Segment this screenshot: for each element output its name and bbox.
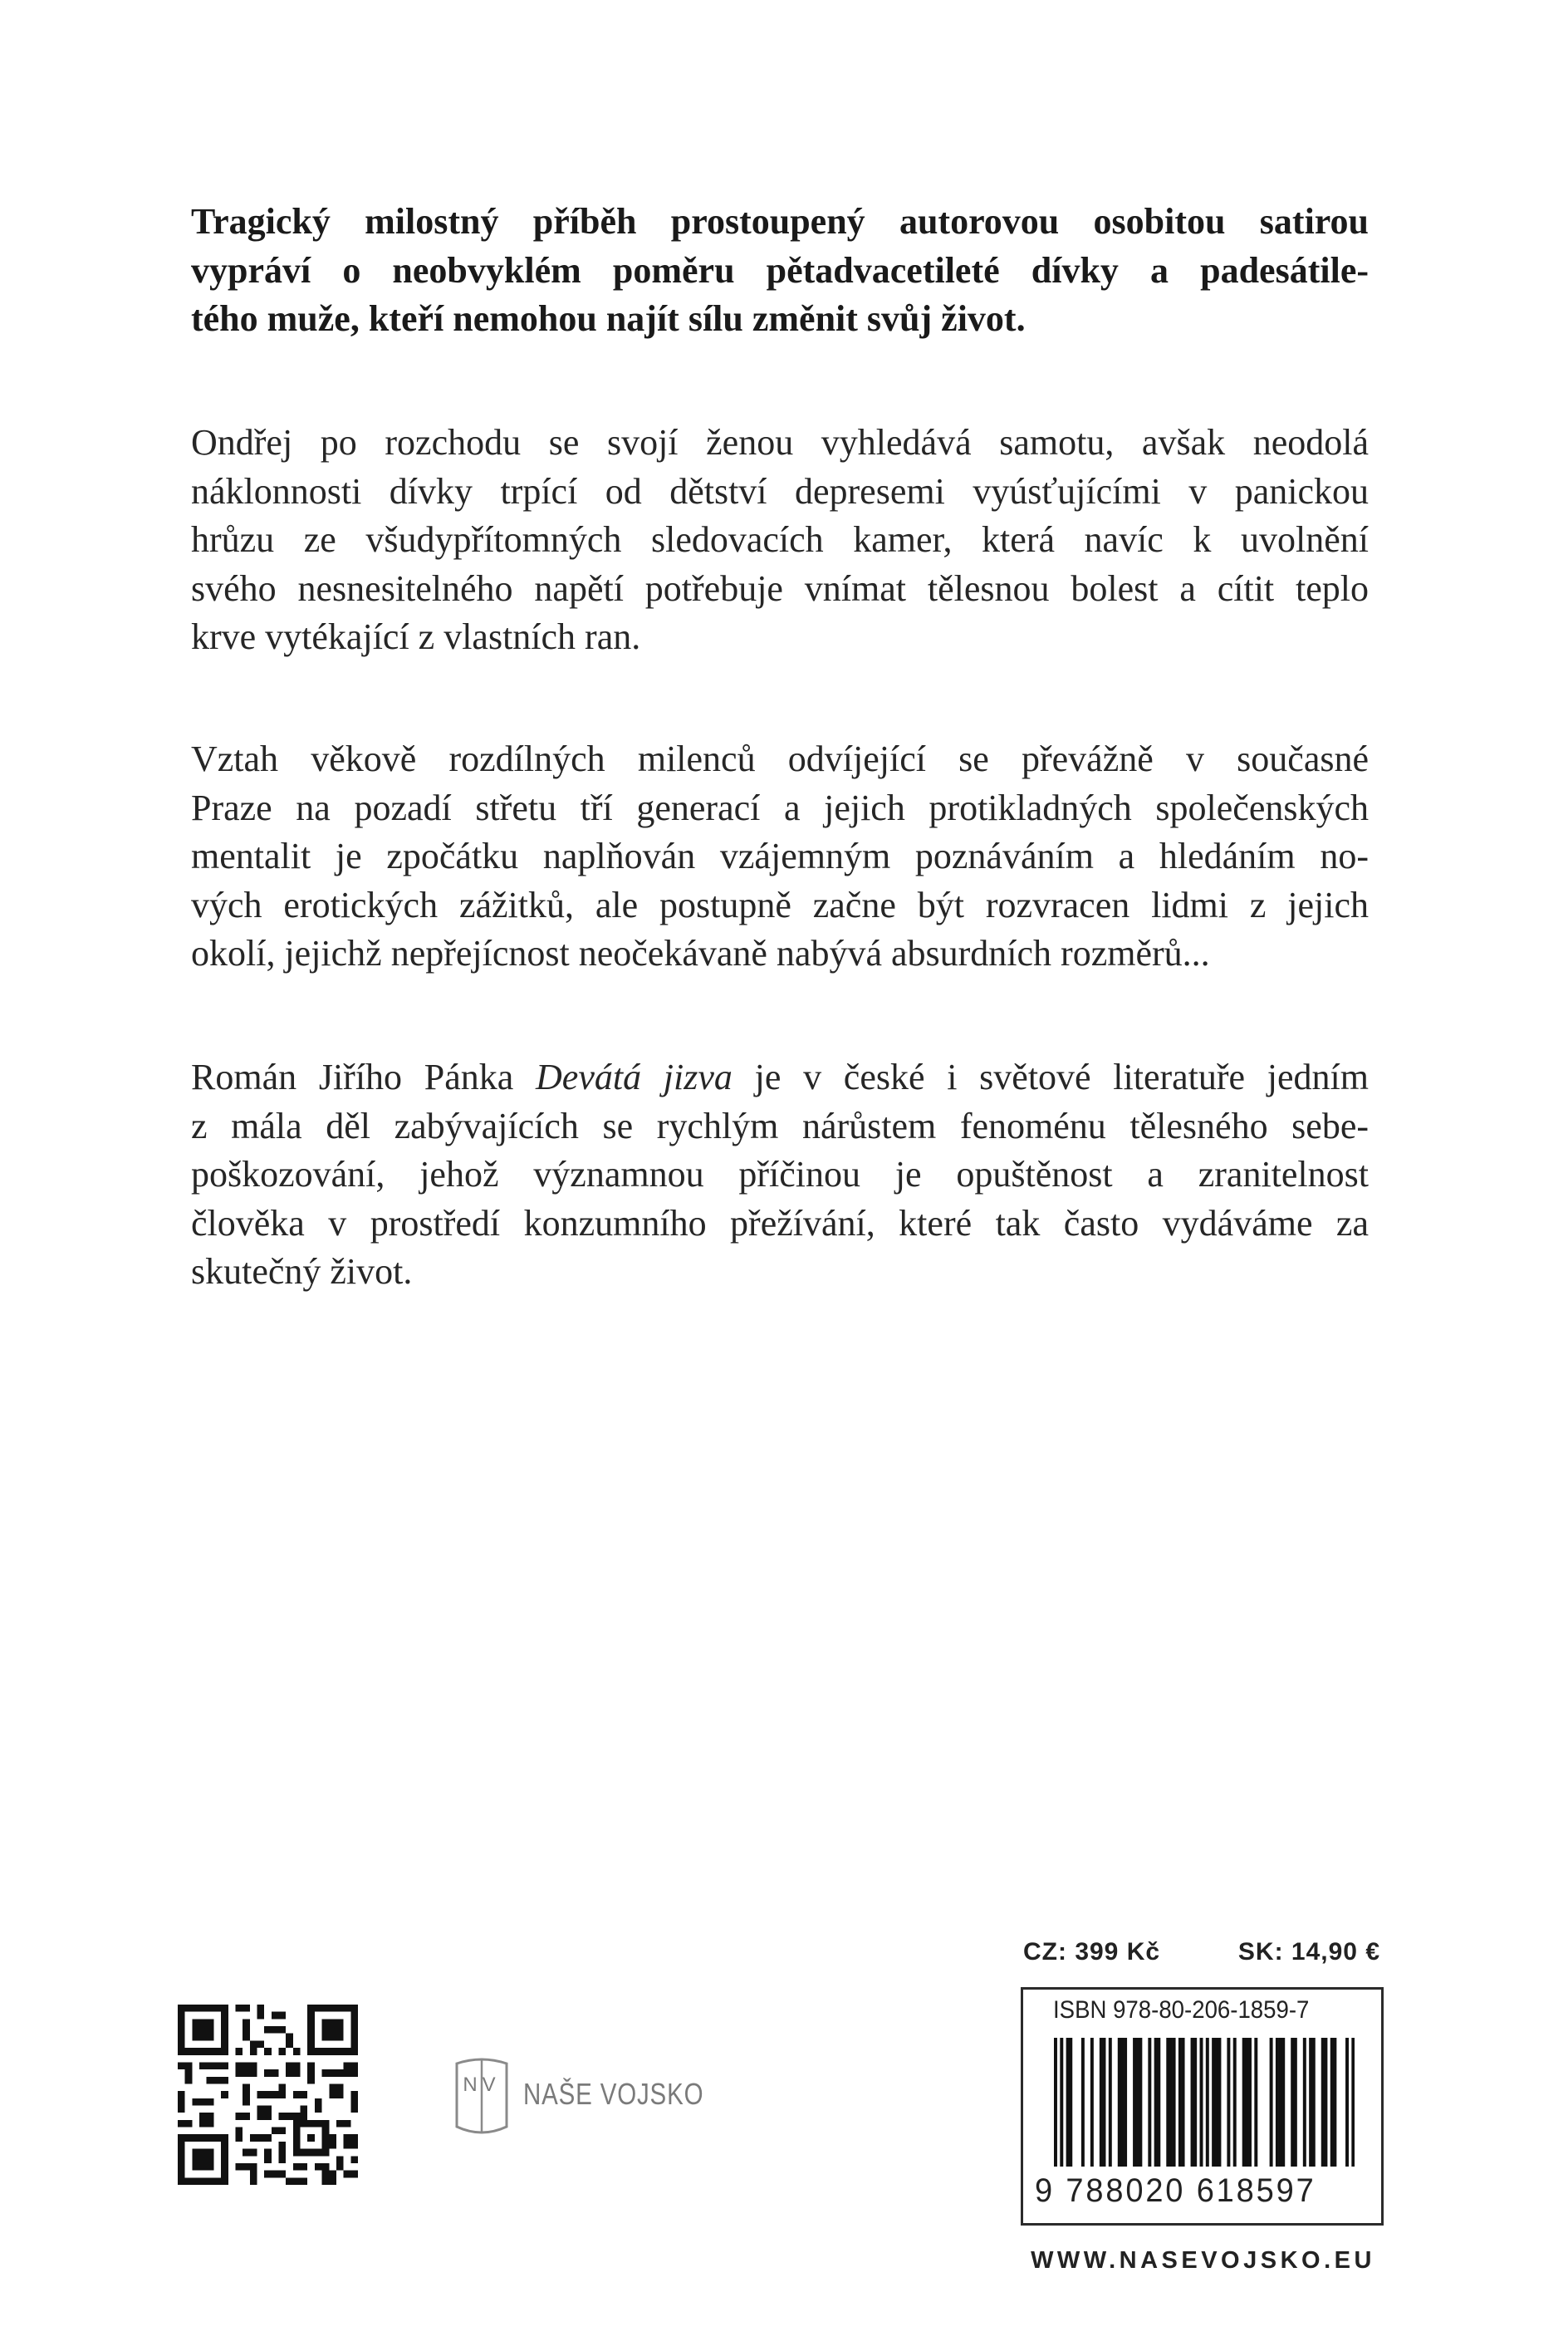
isbn-label: ISBN 978-80-206-1859-7 — [1053, 1996, 1310, 2024]
barcode-bar — [1133, 2038, 1136, 2167]
blurb-line: hrůzu ze všudypřítomných sledovacích kamer, která navíc k uvolnění — [191, 519, 1369, 560]
barcode-bar — [1060, 2038, 1063, 2167]
blurb-line: mentalit je zpočátku naplňován vzájemným poznáváním a hledáním no- — [191, 836, 1369, 876]
price-sk: SK: 14,90 € — [1237, 1938, 1380, 1966]
barcode-bar — [1281, 2038, 1285, 2167]
barcode-bar — [1139, 2038, 1142, 2167]
isbn-barcode-box — [1021, 1987, 1384, 2226]
barcode-bar — [1100, 2038, 1103, 2167]
barcode-bar — [1330, 2038, 1334, 2167]
book-title: Devátá jizva — [536, 1057, 733, 1097]
barcode-bar — [1324, 2038, 1327, 2167]
blurb-text: je v české i světové literatuře jedním — [732, 1057, 1370, 1097]
barcode-bar — [1124, 2038, 1127, 2167]
barcode-bar — [1248, 2038, 1252, 2167]
publisher-website: WWW.NASEVOJSKO.EU — [1031, 2247, 1375, 2274]
blurb-paragraph-4 — [191, 1053, 1369, 1297]
barcode-bar — [1312, 2038, 1316, 2167]
blurb-line: člověka v prostředí konzumního přežívání, které tak často vydáváme za — [191, 1202, 1369, 1244]
blurb-line: Praze na pozadí střetu tří generací a jejich protikladných společenských — [191, 787, 1369, 828]
barcode-bar — [1200, 2038, 1203, 2167]
barcode-bar — [1090, 2038, 1094, 2167]
barcode-bar — [1103, 2038, 1106, 2167]
blurb-line: Tragický milostný příběh prostoupený autorovou osobitou satirou — [191, 201, 1369, 242]
blurb-line: okolí, jejichž nepřejícnost neočekávaně nabývá absurdních rozměrů... — [191, 933, 1210, 974]
barcode-bar — [1069, 2038, 1072, 2167]
barcode-bar — [1066, 2038, 1070, 2167]
qr-code-icon — [178, 2005, 358, 2185]
barcode-bar — [1270, 2038, 1273, 2167]
publisher-logo — [448, 2052, 714, 2143]
barcode-bar — [1148, 2038, 1151, 2167]
blurb-text: Román Jiřího Pánka — [191, 1057, 537, 1097]
barcode-bar — [1242, 2038, 1246, 2167]
barcode-bar — [1212, 2038, 1215, 2167]
blurb-line: Vztah věkově rozdílných milenců odvíjející se převážně v současné — [191, 739, 1369, 779]
blurb-line-with-title — [191, 1053, 1369, 1102]
barcode-bar — [1166, 2038, 1169, 2167]
blurb-line: skutečný život. — [191, 1251, 413, 1292]
blurb-paragraph-3 — [191, 735, 1369, 979]
blurb-paragraph-2 — [191, 419, 1369, 662]
barcode-digits: 9 788020 618597 — [1035, 2172, 1316, 2209]
barcode-bar — [1254, 2038, 1257, 2167]
barcode-bar — [1154, 2038, 1158, 2167]
blurb-line: náklonnosti dívky trpící od dětství depresemi vyúsťujícími v panickou — [191, 470, 1369, 512]
barcode-bar — [1294, 2038, 1297, 2167]
barcode-bar — [1351, 2038, 1355, 2167]
blurb-line: z mála děl zabývajících se rychlým nárůstem fenoménu tělesného sebe- — [191, 1105, 1369, 1146]
publisher-logo-icon — [448, 2052, 515, 2143]
barcode-bar — [1245, 2038, 1248, 2167]
barcode-bar — [1233, 2038, 1237, 2167]
barcode-bar — [1109, 2038, 1112, 2167]
blurb-line: krve vytékající z vlastních ran. — [191, 616, 641, 657]
barcode-bar — [1157, 2038, 1160, 2167]
barcode-bar — [1215, 2038, 1218, 2167]
barcode-bar — [1279, 2038, 1282, 2167]
barcode-bar — [1276, 2038, 1279, 2167]
barcode-bar — [1309, 2038, 1312, 2167]
barcode-bar — [1206, 2038, 1209, 2167]
blurb-line: vypráví o neobvyklém poměru pětadvacetileté dívky a padesátile- — [191, 249, 1369, 291]
barcode-bar — [1118, 2038, 1121, 2167]
barcode-icon — [1054, 2038, 1355, 2167]
barcode-bar — [1136, 2038, 1139, 2167]
blurb-line: svého nesnesitelného napětí potřebuje vnímat tělesnou bolest a cítit teplo — [191, 567, 1369, 609]
blurb-line: vých erotických zážitků, ale postupně začne být rozvracen lidmi z jejich — [191, 884, 1369, 925]
blurb-line: tého muže, kteří nemohou najít sílu změnit svůj život. — [191, 298, 1026, 339]
publisher-name: NAŠE VOJSKO — [523, 2077, 704, 2111]
barcode-bar — [1321, 2038, 1325, 2167]
barcode-bar — [1303, 2038, 1306, 2167]
barcode-bar — [1218, 2038, 1221, 2167]
barcode-bar — [1291, 2038, 1294, 2167]
price-cz: CZ: 399 Kč — [1023, 1938, 1161, 1966]
barcode-bar — [1345, 2038, 1349, 2167]
barcode-bar — [1173, 2038, 1176, 2167]
barcode-bar — [1169, 2038, 1173, 2167]
barcode-bar — [1182, 2038, 1185, 2167]
barcode-bar — [1054, 2038, 1057, 2167]
barcode-bar — [1120, 2038, 1124, 2167]
barcode-bar — [1333, 2038, 1336, 2167]
publisher-monogram: NV — [463, 2074, 501, 2096]
barcode-bar — [1178, 2038, 1182, 2167]
price-line — [1023, 1931, 1380, 1973]
blurb-line: poškozování, jehož významnou příčinou je opuštěnost a zranitelnost — [191, 1154, 1369, 1195]
barcode-bar — [1227, 2038, 1230, 2167]
barcode-bar — [1193, 2038, 1197, 2167]
barcode-bar — [1191, 2038, 1194, 2167]
blurb-paragraph-1 — [191, 198, 1369, 344]
blurb-line: Ondřej po rozchodu se svojí ženou vyhledává samotu, avšak neodolá — [191, 422, 1369, 463]
barcode-bar — [1081, 2038, 1085, 2167]
